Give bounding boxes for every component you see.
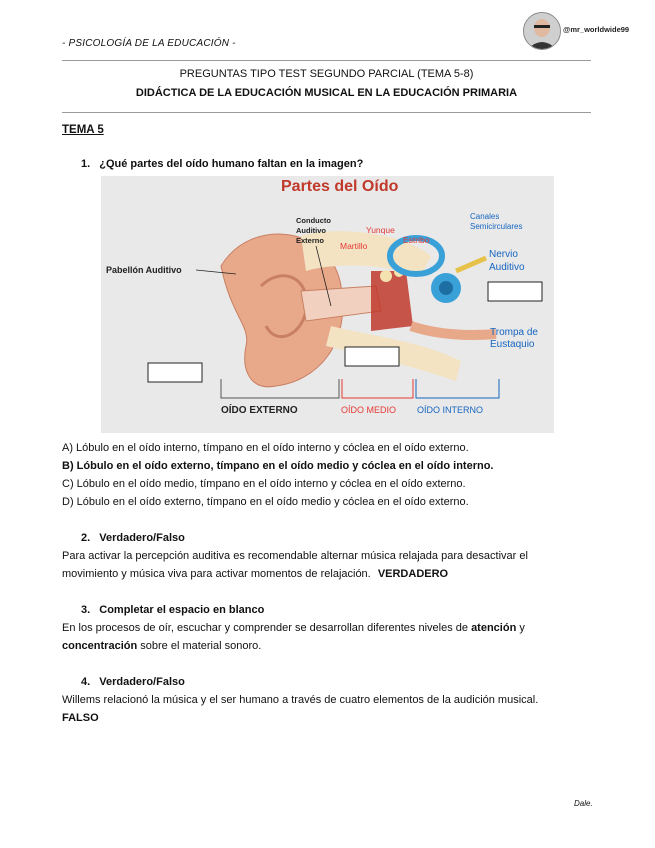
q1-number: 1. — [81, 158, 91, 170]
q3-line1-after: y — [519, 622, 525, 634]
q3-answer-concentracion: concentración — [62, 640, 138, 652]
q2-title: Verdadero/Falso — [99, 532, 185, 544]
label-trompa-2: Eustaquio — [490, 339, 535, 350]
q3-line2-after: sobre el material sonoro. — [140, 640, 262, 652]
doc-title-line1: PREGUNTAS TIPO TEST SEGUNDO PARCIAL (TEMA 5-8) — [179, 68, 474, 80]
label-oido-interno: OÍDO INTERNO — [417, 405, 484, 415]
q3-number: 3. — [81, 604, 91, 616]
q2-body — [62, 547, 602, 583]
label-trompa-1: Trompa de — [490, 327, 538, 338]
label-yunque: Yunque — [366, 225, 395, 235]
label-oido-externo: OÍDO EXTERNO — [221, 405, 298, 416]
ear-diagram — [101, 176, 554, 433]
q4-number: 4. — [81, 676, 91, 688]
q3-title: Completar el espacio en blanco — [99, 604, 265, 616]
label-canales-2: Semicirculares — [470, 222, 523, 231]
top-divider — [62, 60, 591, 61]
q2-line2: movimiento y música viva para activar momentos de relajación. — [62, 568, 371, 580]
q2-line2-wrap — [62, 565, 602, 583]
author-handle: @mr_worldwide99 — [563, 25, 630, 34]
q1-option-c: C) Lóbulo en el oído medio, tímpano en el oído interno y cóclea en el oído externo. — [62, 478, 466, 490]
label-nervio-1: Nervio — [489, 249, 518, 260]
q1-heading — [81, 158, 363, 170]
hammer-bone — [380, 270, 392, 282]
section-heading: TEMA 5 — [62, 124, 104, 136]
q3-answer-atencion: atención — [471, 622, 517, 634]
cochlea-inner — [439, 281, 453, 295]
label-oido-medio: OÍDO MEDIO — [341, 405, 397, 415]
label-conducto-3: Externo — [296, 236, 324, 245]
header-subject: - PSICOLOGÍA DE LA EDUCACIÓN - — [62, 38, 236, 49]
blank-box-middle — [345, 347, 399, 366]
q3-line2-wrap — [62, 637, 602, 655]
doc-title-line2: DIDÁCTICA DE LA EDUCACIÓN MUSICAL EN LA EDUCACIÓN PRIMARIA — [135, 87, 518, 99]
figure-title: Partes del Oído — [281, 178, 399, 195]
q3-line1-before: En los procesos de oír, escuchar y comprender se desarrollan diferentes niveles de — [62, 622, 468, 634]
q1-text: ¿Qué partes del oído humano faltan en la imagen? — [99, 158, 364, 170]
middle-ear-shape — [371, 271, 413, 331]
blank-box-outer — [148, 363, 202, 382]
q1-option-b-correct: B) Lóbulo en el oído externo, tímpano en el oído medio y cóclea en el oído interno. — [62, 460, 494, 472]
q3-body — [62, 619, 602, 655]
label-martillo: Martillo — [340, 241, 368, 251]
q1-option-d: D) Lóbulo en el oído externo, tímpano en el oído medio y cóclea en el oído externo. — [62, 496, 469, 508]
q2-answer: VERDADERO — [377, 568, 449, 580]
q3-heading — [81, 604, 264, 616]
q1-option-a: A) Lóbulo en el oído interno, tímpano en el oído interno y cóclea en el oído externo. — [62, 442, 469, 454]
blank-box-inner — [488, 282, 542, 301]
q2-line1: Para activar la percepción auditiva es recomendable alternar música relajada para desactivar el — [62, 550, 528, 562]
label-conducto-1: Conducto — [296, 216, 331, 225]
avatar — [523, 12, 561, 50]
label-pabellon: Pabellón Auditivo — [106, 265, 182, 275]
q3-line1-wrap — [62, 619, 602, 637]
avatar-portrait-icon — [524, 13, 560, 49]
title-divider — [62, 112, 591, 113]
q2-heading — [81, 532, 185, 544]
ear-diagram-svg — [101, 176, 554, 433]
q2-number: 2. — [81, 532, 91, 544]
q4-heading — [81, 676, 185, 688]
label-canales-1: Canales — [470, 212, 500, 221]
label-estribo: Estribo — [403, 235, 430, 245]
q4-title: Verdadero/Falso — [99, 676, 185, 688]
q4-answer: FALSO — [62, 712, 99, 724]
q4-body — [62, 691, 622, 727]
footer-note: Dale. — [574, 799, 593, 808]
q4-line1: Willems relacionó la música y el ser humano a través de cuatro elementos de la audición musical. — [62, 694, 539, 706]
label-conducto-2: Auditivo — [296, 226, 326, 235]
label-nervio-2: Auditivo — [489, 262, 525, 273]
